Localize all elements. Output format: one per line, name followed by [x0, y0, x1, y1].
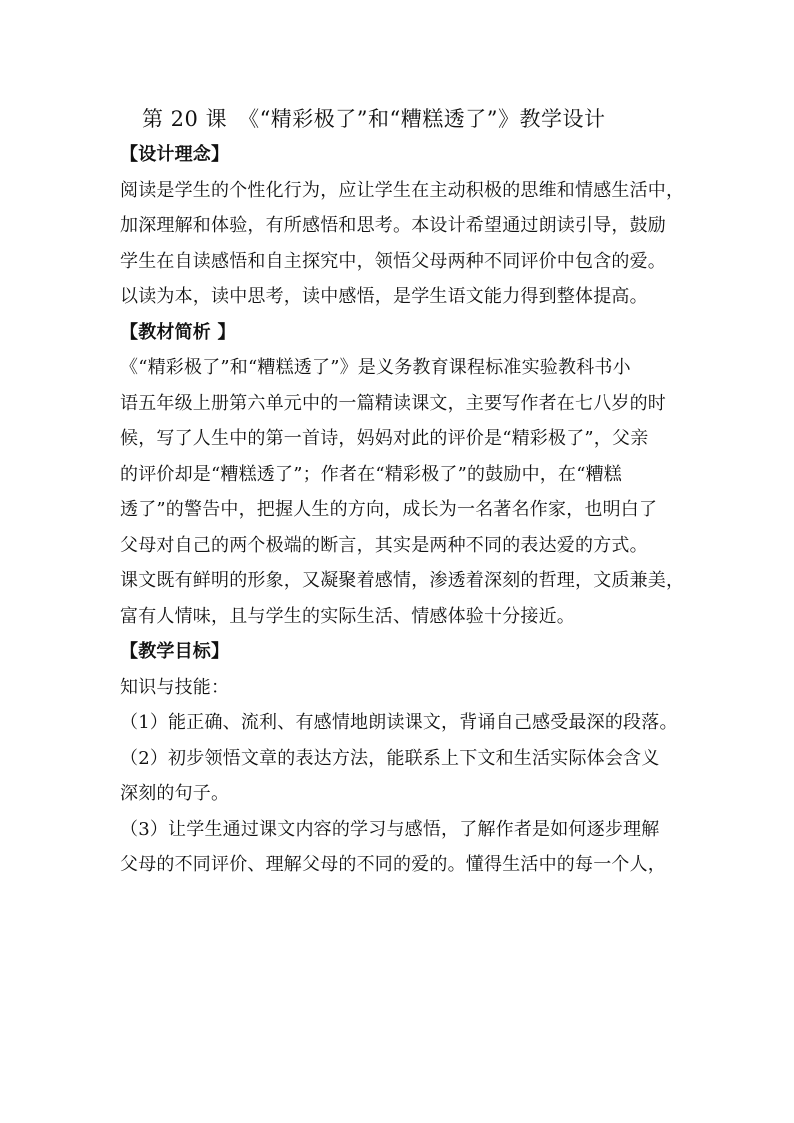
paragraph-line: 以读为本，读中思考，读中感悟，是学生语文能力得到整体提高。	[120, 286, 648, 307]
subheading-knowledge-skills: 知识与技能：	[120, 676, 230, 698]
paragraph-line: 父母对自己的两个极端的断言，其实是两种不同的表达爱的方式。	[120, 534, 648, 556]
document-title: 第 20 课 《“精彩极了”和“糟糕透了”》教学设计	[142, 107, 606, 131]
paragraph-line: 阅读是学生的个性化行为，应让学生在主动积极的思维和情感生活中，	[120, 179, 685, 201]
goal-item: （2）初步领悟文章的表达方法，能联系上下文和生活实际体会含义	[120, 747, 660, 769]
section-design-concept	[120, 137, 695, 315]
goal-item: （3）让学生通过课文内容的学习与感悟，了解作者是如何逐步理解	[120, 818, 660, 840]
section-teaching-goals	[120, 634, 695, 883]
paragraph-line: 透了”的警告中，把握人生的方向，成长为一名著名作家，也明白了	[120, 499, 658, 520]
paragraph-line: 富有人情味，且与学生的实际生活、情感体验十分接近。	[120, 605, 575, 627]
section-heading-design-concept: 【设计理念】	[120, 144, 230, 165]
paragraph-line: 的评价却是“糟糕透了”；作者在“精彩极了”的鼓励中，在“糟糕	[120, 463, 623, 485]
goal-item-continuation: 深刻的句子。	[120, 783, 230, 804]
section-heading-teaching-goals: 【教学目标】	[120, 641, 230, 662]
paragraph-line: 课文既有鲜明的形象，又凝聚着感情，渗透着深刻的哲理，文质兼美，	[120, 570, 685, 591]
paragraph-line: 语五年级上册第六单元中的一篇精读课文，主要写作者在七八岁的时	[120, 392, 666, 414]
document-body	[120, 101, 695, 883]
section-material-analysis	[120, 315, 695, 635]
paragraph-line: 学生在自读感悟和自主探究中，领悟父母两种不同评价中包含的爱。	[120, 250, 666, 272]
goal-item: （1）能正确、流利、有感情地朗读课文，背诵自己感受最深的段落。	[120, 712, 678, 733]
goal-item-continuation: 父母的不同评价、理解父母的不同的爱的。懂得生活中的每一个人，	[120, 854, 666, 875]
paragraph-line: 加深理解和体验，有所感悟和思考。本设计希望通过朗读引导，鼓励	[120, 215, 666, 236]
paragraph-line: 候，写了人生中的第一首诗，妈妈对此的评价是“精彩极了”，父亲	[120, 428, 649, 449]
section-heading-material-analysis: 【教材简析 】	[120, 321, 236, 343]
paragraph-line: 《“精彩极了”和“糟糕透了”》是义务教育课程标准实验教科书小	[120, 357, 631, 378]
